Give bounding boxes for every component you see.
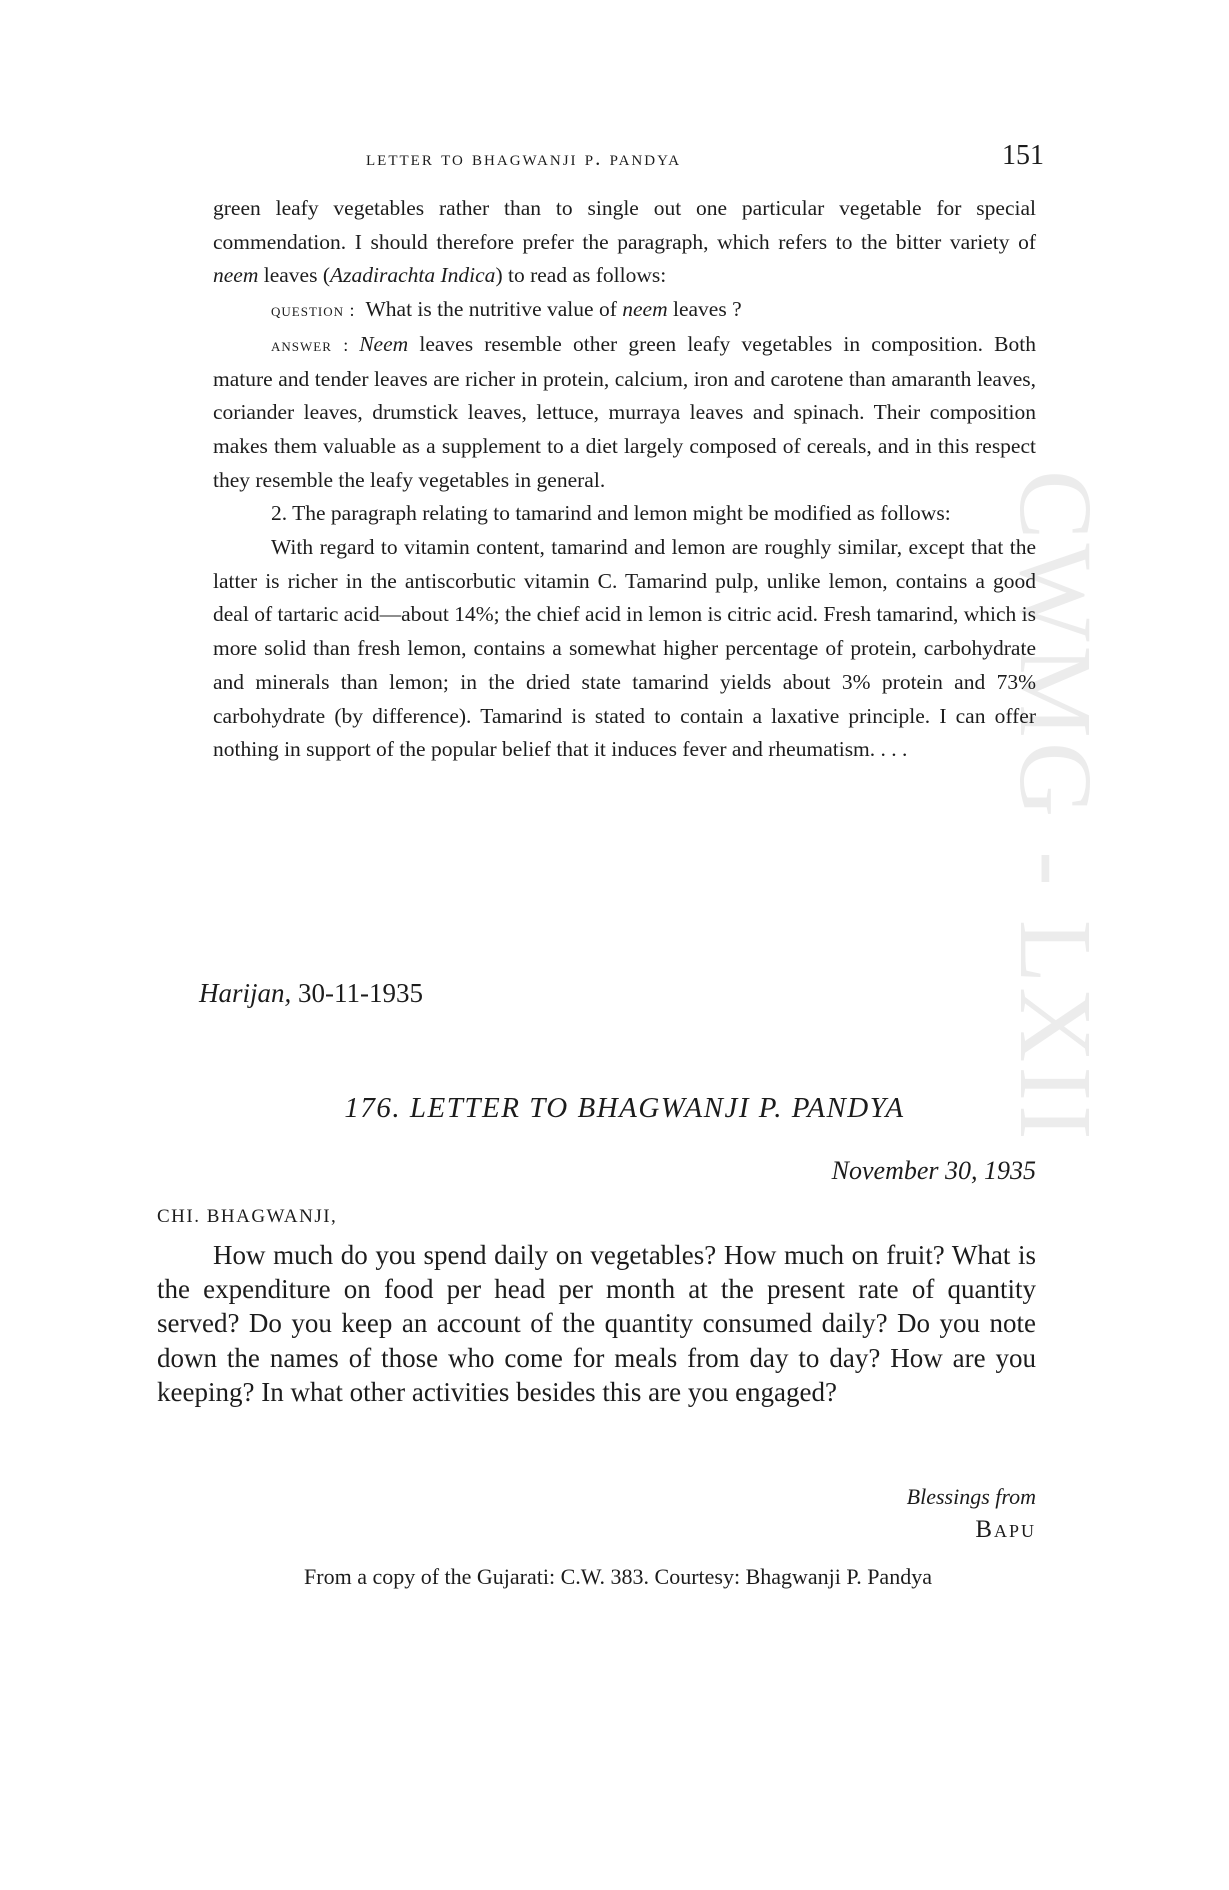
answer-paragraph: answer : Neem leaves resemble other green leafy vegetables in composition. Both mature and tender leaves are richer in protein, calcium, iron and carotene than amaranth leaves, coriander leaves, drumstick leaves, lettuce, murraya leaves and spinach. Their composition makes them valuable as a supplement to a diet largely composed of cereals, and in this respect they resemble the leafy vegetables in general. (213, 331, 1036, 492)
question-paragraph: question : What is the nutritive value of neem leaves ? (271, 297, 742, 322)
question-label: question : (271, 300, 356, 321)
page-number: 151 (1002, 140, 1044, 171)
salutation: CHI. BHAGWANJI, (157, 1206, 338, 1227)
answer-label: answer : (271, 334, 350, 355)
tamarind-paragraph: With regard to vitamin content, tamarind and lemon are roughly similar, except that the latter is richer in the antiscorbutic vitamin C. Tamarind pulp, unlike lemon, contains a good deal of tartaric acid—about 14%; the chief acid in lemon is citric acid. Fresh tamarind, which is more solid than fresh lemon, contains a somewhat higher percentage of protein, carbohydrate and minerals than lemon; in the dried state tamarind yields about 3% protein and 73% carbohydrate (by difference). Tamarind is stated to contain a laxative principle. I can offer nothing in support of the popular belief that it induces fever and rheumatism. . . . (213, 535, 1036, 762)
article-body (213, 192, 1036, 767)
source-footnote: From a copy of the Gujarati: C.W. 383. Courtesy: Bhagwanji P. Pandya (304, 1564, 932, 1589)
point-two-paragraph: 2. The paragraph relating to tamarind and lemon might be modified as follows: (271, 501, 951, 526)
letter-heading: 176. LETTER TO BHAGWANJI P. PANDYA (344, 1092, 905, 1124)
intro-paragraph: green leafy vegetables rather than to single out one particular vegetable for special commendation. I should therefore prefer the paragraph, which refers to the bitter variety of neem leaves (Azadirachta Indica) to read as follows: (213, 196, 1036, 288)
letter-date: November 30, 1935 (831, 1156, 1036, 1185)
running-header (212, 140, 1044, 176)
source-citation (199, 978, 423, 1009)
source-date: 30-11-1935 (298, 978, 423, 1008)
letter-body: How much do you spend daily on vegetables? How much on fruit? What is the expenditure on food per head per month at the present rate of quantity served? Do you keep an account of the quantity consumed daily? Do you note down the names of those who come for meals from day to day? How are you keeping? In what other activities besides this are you engaged? (157, 1240, 1036, 1407)
source-name: Harijan, (199, 978, 292, 1008)
signature: Bapu (975, 1516, 1036, 1543)
watermark: CWMG - LXII (998, 470, 1113, 1144)
closing: Blessings from (906, 1484, 1036, 1509)
running-title: letter to bhagwanji p. pandya (366, 146, 682, 170)
